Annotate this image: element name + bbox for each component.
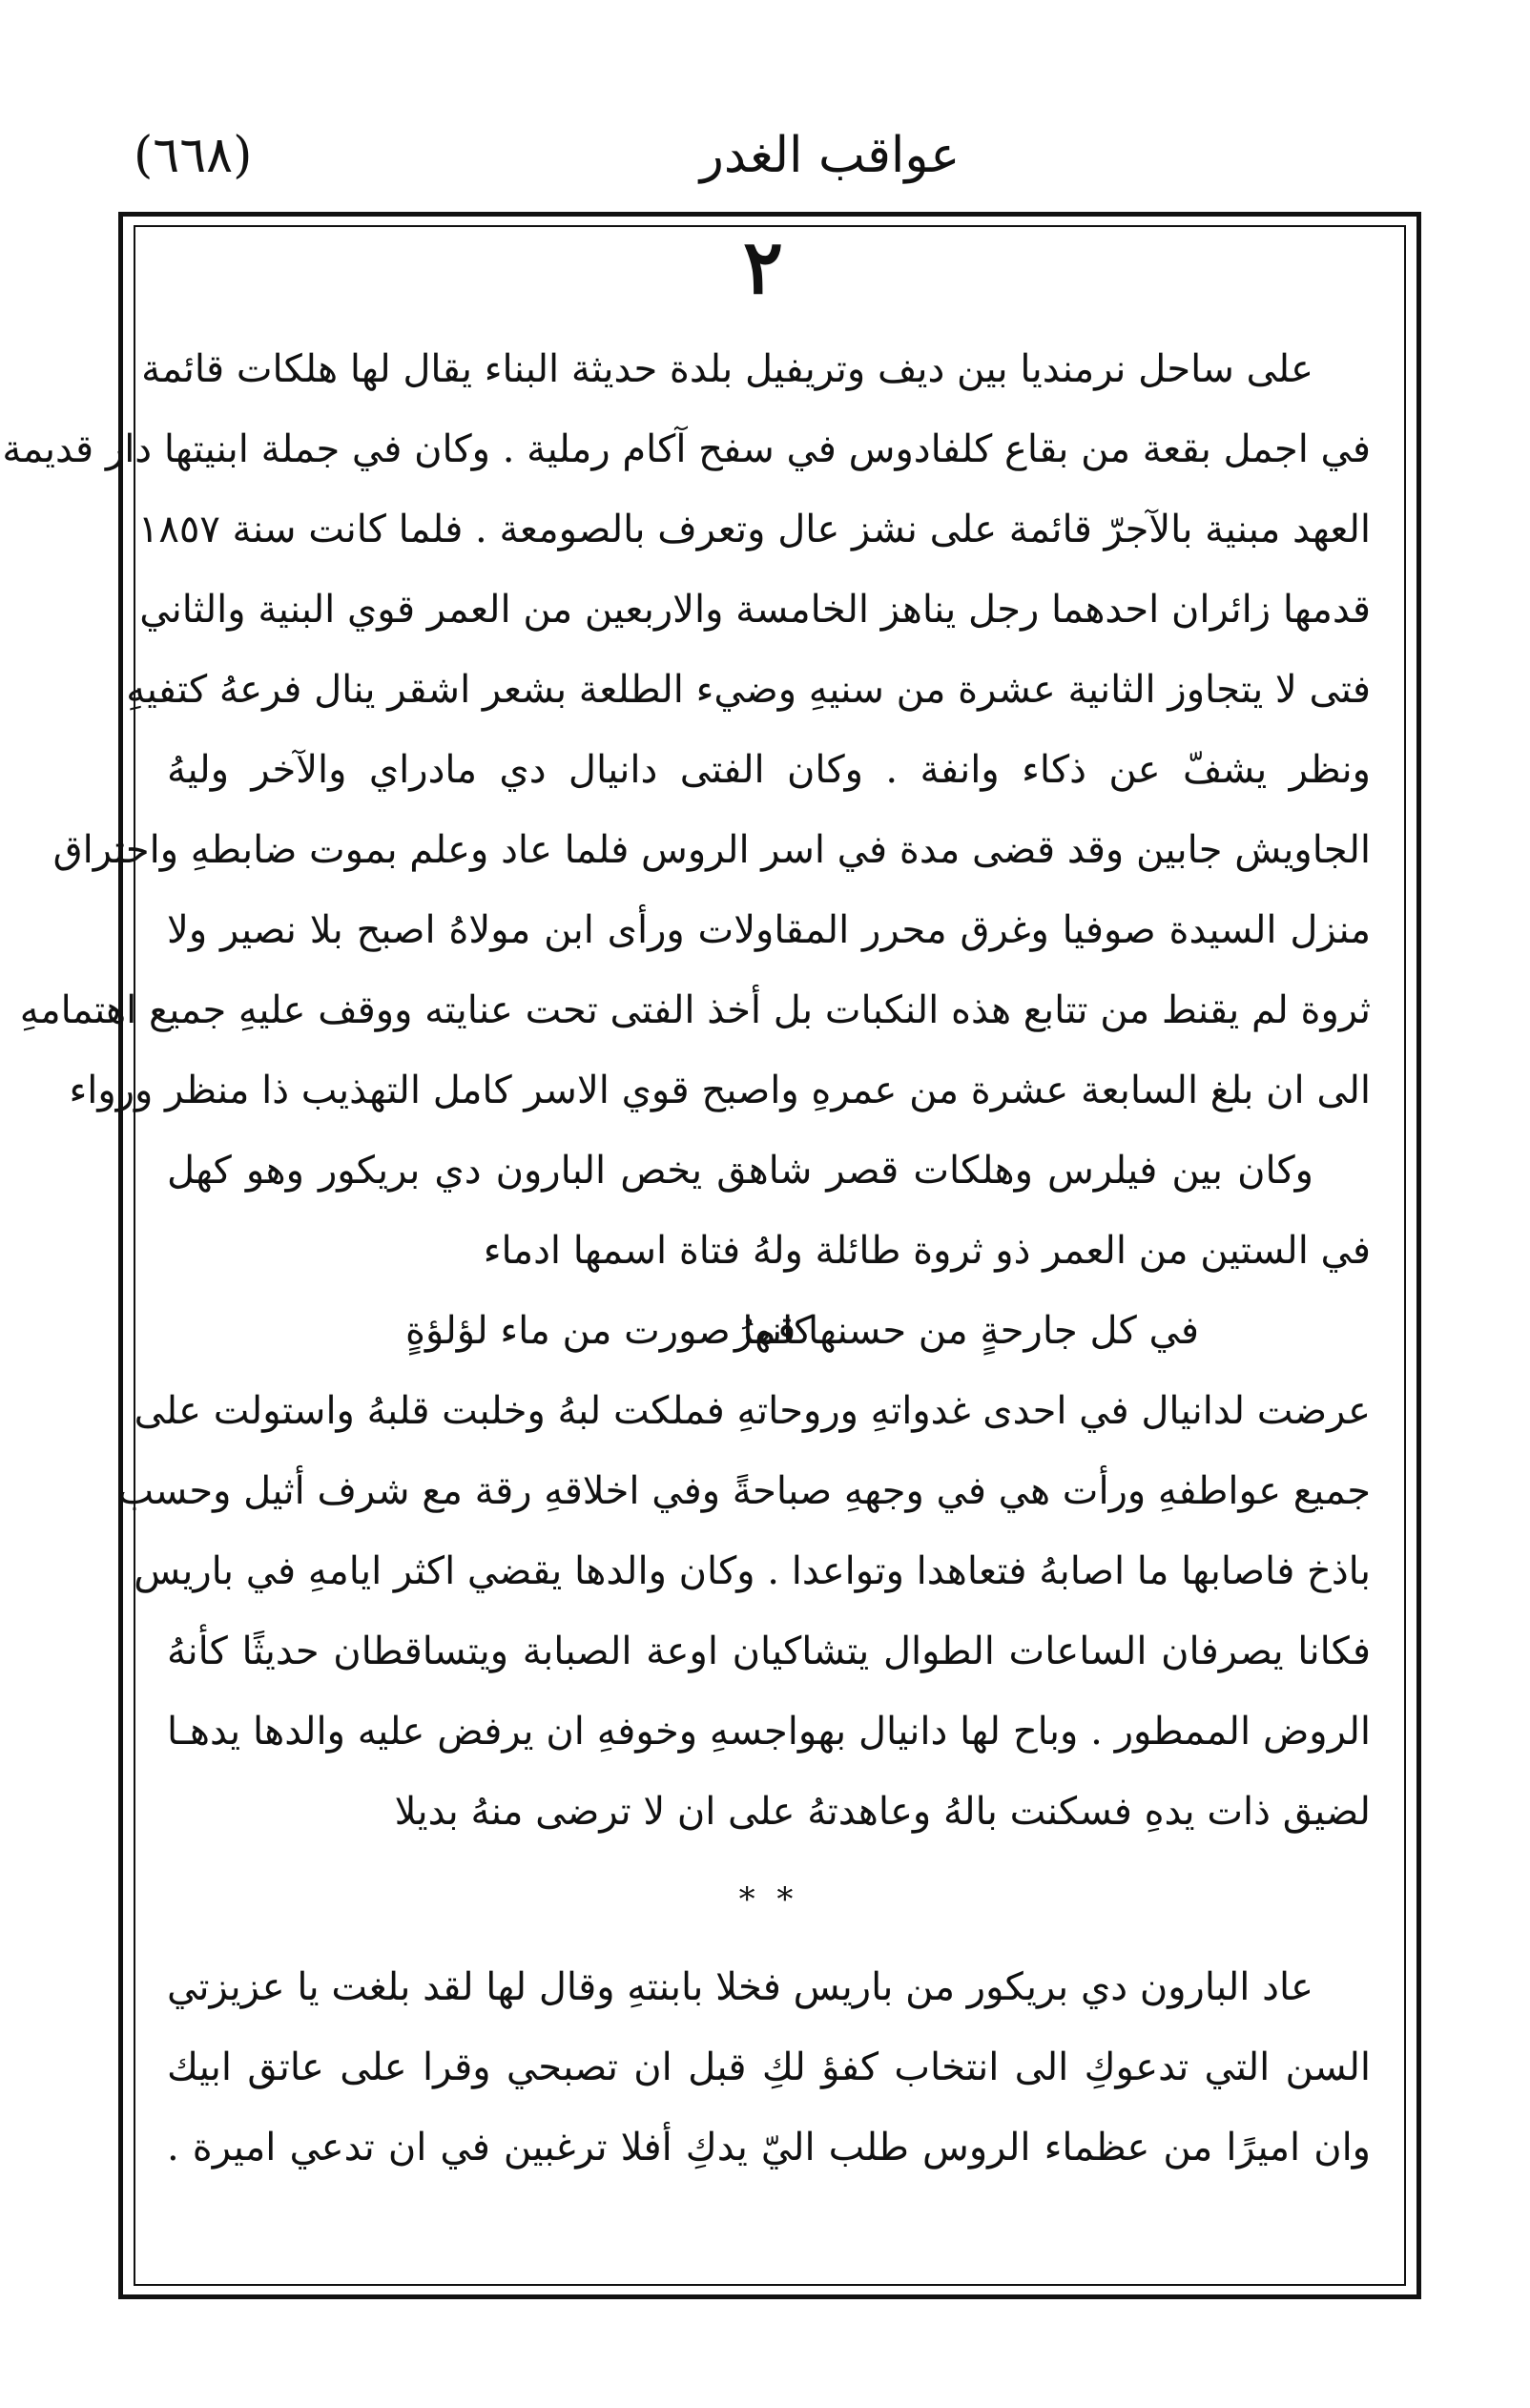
text-line: السن التي تدعوكِ الى انتخاب كفؤ لكِ قبل ان تصبحي وقرا على عاتق ابيك — [167, 2045, 1371, 2089]
text-line: في اجمل بقعة من بقاع كلفادوس في سفح آكام رملية . وكان في جملة ابنيتها دار قديمة — [2, 427, 1371, 471]
text-line: ونظر يشفّ عن ذكاء وانفة . وكان الفتى دانيال دي مادراي والآخر وليهُ — [167, 748, 1371, 792]
text-line: جميع عواطفهِ ورأت هي في وجههِ صباحةً وفي اخلاقهِ رقة مع شرف أثيل وحسب — [117, 1469, 1371, 1513]
text-line: الجاويش جابين وقد قضى مدة في اسر الروس فلما عاد وعلم بموت ضابطهِ واحتراق — [52, 828, 1371, 872]
page-number: (٦٦٨) — [134, 127, 253, 184]
verse-line — [167, 1291, 1371, 1371]
text-line: فتى لا يتجاوز الثانية عشرة من سنيهِ وضيء الطلعة بشعر اشقر ينال فرعهُ كتفيهِ — [126, 668, 1371, 712]
page-header — [134, 113, 1402, 198]
text-line: باذخ فاصابها ما اصابهُ فتعاهدا وتواعدا . وكان والدها يقضي اكثر ايامهِ في باريس — [134, 1549, 1371, 1593]
text-line: ثروة لم يقنط من تتابع هذه النكبات بل أخذ الفتى تحت عنايته ووقف عليهِ جميع اهتمامهِ — [19, 988, 1371, 1032]
text-line: قدمها زائران احدهما رجل يناهز الخامسة والاربعين من العمر قوي البنية والثاني — [139, 588, 1371, 632]
chapter-number: ٢ — [743, 224, 783, 311]
text-line: العهد مبنية بالآجرّ قائمة على نشز عال وتعرف بالصومعة . فلما كانت سنة ١٨٥٧ — [137, 508, 1371, 551]
body-text — [2, 329, 1371, 2188]
text-line: على ساحل نرمنديا بين ديف وتريفيل بلدة حديثة البناء يقال لها هلكات قائمة — [141, 347, 1313, 391]
text-line: فكانا يصرفان الساعات الطوال يتشاكيان اوعة الصبابة ويتساقطان حديثًا كأنهُ — [167, 1630, 1371, 1673]
text-line: لضيق ذات يدهِ فسكنت بالهُ وعاهدتهُ على ان لا ترضى منهُ بديلا — [394, 1790, 1371, 1834]
text-line: الى ان بلغ السابعة عشرة من عمرهِ واصبح قوي الاسر كامل التهذيب ذا منظر ورواء — [69, 1069, 1371, 1112]
text-line: وكان بين فيلرس وهلكات قصر شاهق يخص البارون دي بريكور وهو كهل — [167, 1149, 1313, 1193]
running-title: عواقب الغدر — [699, 127, 961, 184]
verse-second-hemistich: كانها صورت من ماء لؤلؤةٍ — [405, 1309, 813, 1353]
verse-first-hemistich: في كل جارحةٍ من حسنها قمرُ — [734, 1309, 1199, 1353]
text-line: وان اميرًا من عظماء الروس طلب اليّ يدكِ أفلا ترغبين في ان تدعي اميرة . — [167, 2126, 1371, 2169]
section-divider: * * — [738, 1880, 799, 1919]
text-line: عاد البارون دي بريكور من باريس فخلا بابنتهِ وقال لها لقد بلغت يا عزيزتي — [167, 1965, 1313, 2009]
text-line: منزل السيدة صوفيا وغرق محرر المقاولات ورأى ابن مولاهُ اصبح بلا نصير ولا — [167, 908, 1371, 952]
text-line: في الستين من العمر ذو ثروة طائلة ولهُ فتاة اسمها ادماء — [483, 1229, 1371, 1273]
text-line: الروض الممطور . وباح لها دانيال بهواجسهِ وخوفهِ ان يرفض عليه والدها يدهـا — [167, 1710, 1371, 1754]
text-line: عرضت لدانيال في احدى غدواتهِ وروحاتهِ فملكت لبهُ وخلبت قلبهُ واستولت على — [134, 1389, 1371, 1433]
